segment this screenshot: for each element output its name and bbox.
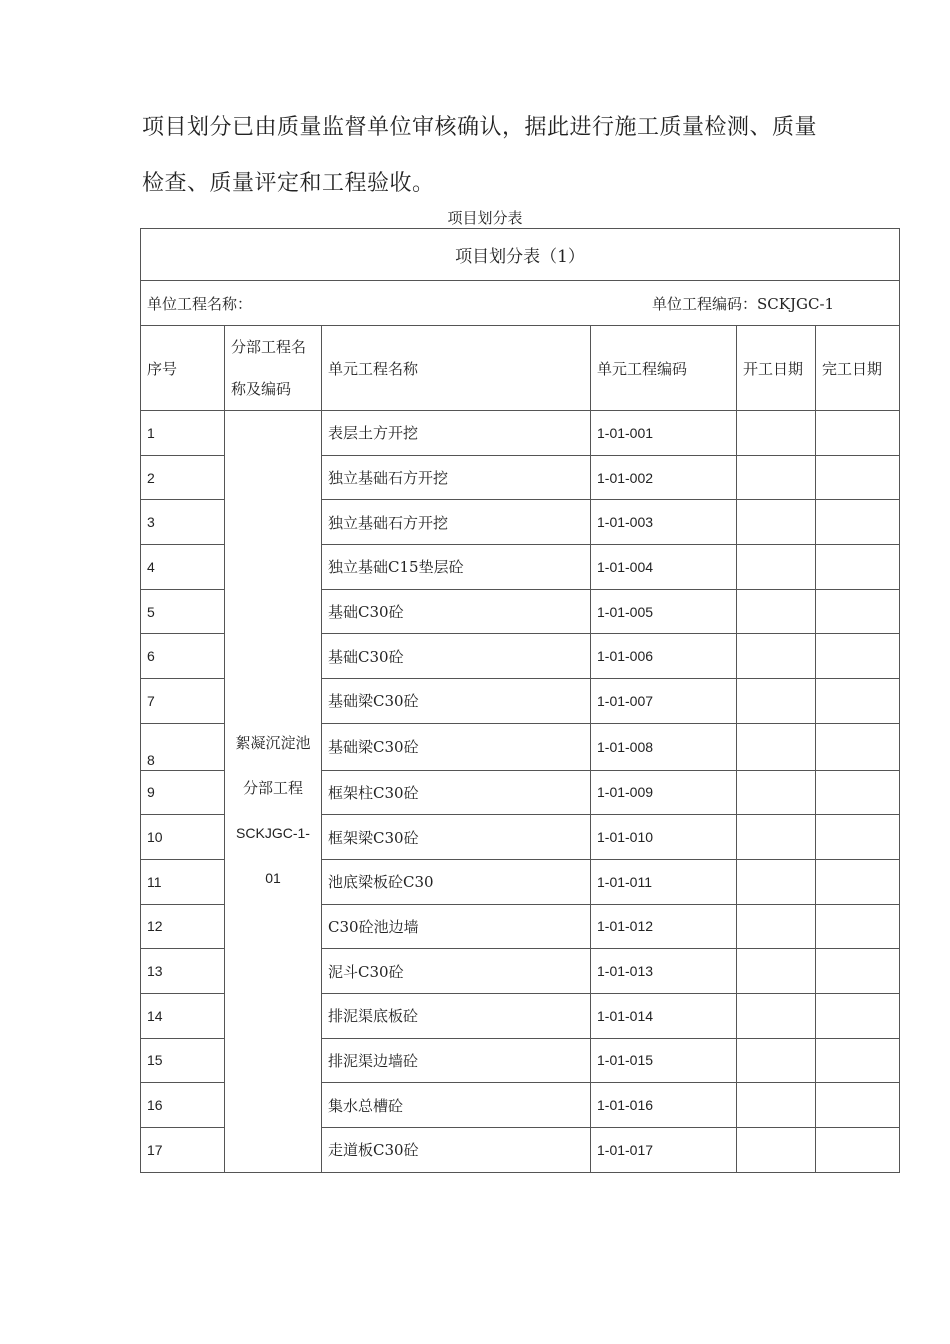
row-start-date: [737, 993, 816, 1038]
row-start-date: [737, 1128, 816, 1173]
intro-paragraph: [142, 100, 842, 212]
row-end-date: [816, 500, 900, 545]
row-unit-name: 独立基础C15垫层砼: [322, 545, 591, 590]
row-sn: 15: [141, 1038, 225, 1083]
row-sn: 12: [141, 904, 225, 949]
row-sn: 9: [141, 770, 225, 815]
row-end-date: [816, 545, 900, 590]
row-sn: 7: [141, 679, 225, 724]
project-division-table: [140, 228, 900, 1173]
row-sn: 14: [141, 993, 225, 1038]
row-unit-code: 1-01-001: [591, 411, 737, 456]
header-unit-code: 单元工程编码: [591, 326, 737, 411]
row-unit-name: 框架柱C30砼: [322, 770, 591, 815]
division-line2: 分部工程: [242, 779, 303, 797]
header-start-date: 开工日期: [737, 326, 816, 411]
intro-line-1: 项目划分已由质量监督单位审核确认，据此进行施工质量检测、质量: [142, 115, 818, 140]
row-end-date: [816, 634, 900, 679]
division-line1: 絮凝沉淀池: [235, 734, 311, 752]
row-unit-code: 1-01-002: [591, 455, 737, 500]
row-end-date: [816, 815, 900, 860]
row-unit-code: 1-01-006: [591, 634, 737, 679]
division-code: SCKJGC-1-01: [236, 825, 310, 886]
row-sn: 2: [141, 455, 225, 500]
row-end-date: [816, 859, 900, 904]
row-start-date: [737, 949, 816, 994]
row-end-date: [816, 1038, 900, 1083]
row-unit-name: 基础C30砼: [322, 634, 591, 679]
row-end-date: [816, 589, 900, 634]
table-row: [141, 411, 900, 456]
row-unit-code: 1-01-014: [591, 993, 737, 1038]
row-start-date: [737, 770, 816, 815]
row-unit-code: 1-01-016: [591, 1083, 737, 1128]
row-unit-code: 1-01-011: [591, 859, 737, 904]
row-unit-code: 1-01-015: [591, 1038, 737, 1083]
row-sn: 5: [141, 589, 225, 634]
row-end-date: [816, 455, 900, 500]
row-start-date: [737, 589, 816, 634]
row-unit-code: 1-01-009: [591, 770, 737, 815]
row-unit-code: 1-01-012: [591, 904, 737, 949]
row-start-date: [737, 545, 816, 590]
row-end-date: [816, 993, 900, 1038]
row-end-date: [816, 1128, 900, 1173]
row-start-date: [737, 634, 816, 679]
row-unit-name: 泥斗C30砼: [322, 949, 591, 994]
row-start-date: [737, 679, 816, 724]
row-unit-name: 独立基础石方开挖: [322, 455, 591, 500]
row-start-date: [737, 723, 816, 770]
row-unit-name: C30砼池边墙: [322, 904, 591, 949]
row-unit-code: 1-01-005: [591, 589, 737, 634]
row-start-date: [737, 904, 816, 949]
row-unit-name: 基础梁C30砼: [322, 723, 591, 770]
row-end-date: [816, 904, 900, 949]
row-unit-code: 1-01-004: [591, 545, 737, 590]
header-division-line2: 称及编码: [231, 380, 292, 398]
row-sn: 11: [141, 859, 225, 904]
row-sn: 13: [141, 949, 225, 994]
row-unit-code: 1-01-008: [591, 723, 737, 770]
row-sn: 3: [141, 500, 225, 545]
row-unit-name: 集水总槽砼: [322, 1083, 591, 1128]
row-sn: 10: [141, 815, 225, 860]
row-sn: 8: [141, 723, 225, 770]
row-end-date: [816, 1083, 900, 1128]
row-end-date: [816, 770, 900, 815]
unit-name-label: 单位工程名称：: [147, 294, 253, 313]
row-unit-name: 独立基础石方开挖: [322, 500, 591, 545]
row-start-date: [737, 1038, 816, 1083]
row-unit-name: 框架梁C30砼: [322, 815, 591, 860]
row-sn: 17: [141, 1128, 225, 1173]
unit-info: [141, 281, 900, 326]
header-unit-name: 单元工程名称: [322, 326, 591, 411]
row-start-date: [737, 500, 816, 545]
unit-code-label: 单位工程编码：SCKJGC-1: [652, 294, 835, 313]
row-start-date: [737, 815, 816, 860]
row-sn: 16: [141, 1083, 225, 1128]
division-cell: [225, 411, 322, 1173]
row-end-date: [816, 411, 900, 456]
row-unit-name: 基础C30砼: [322, 589, 591, 634]
row-start-date: [737, 411, 816, 456]
header-sn: 序号: [141, 326, 225, 411]
row-unit-code: 1-01-010: [591, 815, 737, 860]
row-sn: 6: [141, 634, 225, 679]
table-title: 项目划分表（1）: [141, 229, 900, 281]
intro-line-2: 检查、质量评定和工程验收。: [142, 171, 435, 196]
table-caption: 项目划分表: [447, 209, 523, 227]
row-end-date: [816, 949, 900, 994]
row-unit-code: 1-01-003: [591, 500, 737, 545]
row-start-date: [737, 1083, 816, 1128]
row-unit-name: 排泥渠边墙砼: [322, 1038, 591, 1083]
row-unit-code: 1-01-013: [591, 949, 737, 994]
row-start-date: [737, 859, 816, 904]
row-sn: 4: [141, 545, 225, 590]
row-sn: 1: [141, 411, 225, 456]
row-unit-name: 走道板C30砼: [322, 1128, 591, 1173]
row-unit-name: 表层土方开挖: [322, 411, 591, 456]
row-unit-name: 池底梁板砼C30: [322, 859, 591, 904]
row-start-date: [737, 455, 816, 500]
row-unit-code: 1-01-017: [591, 1128, 737, 1173]
row-unit-name: 基础梁C30砼: [322, 679, 591, 724]
row-unit-name: 排泥渠底板砼: [322, 993, 591, 1038]
row-unit-code: 1-01-007: [591, 679, 737, 724]
row-end-date: [816, 723, 900, 770]
header-division: [225, 326, 322, 411]
row-end-date: [816, 679, 900, 724]
header-end-date: 完工日期: [816, 326, 900, 411]
header-division-line1: 分部工程名: [231, 338, 307, 356]
